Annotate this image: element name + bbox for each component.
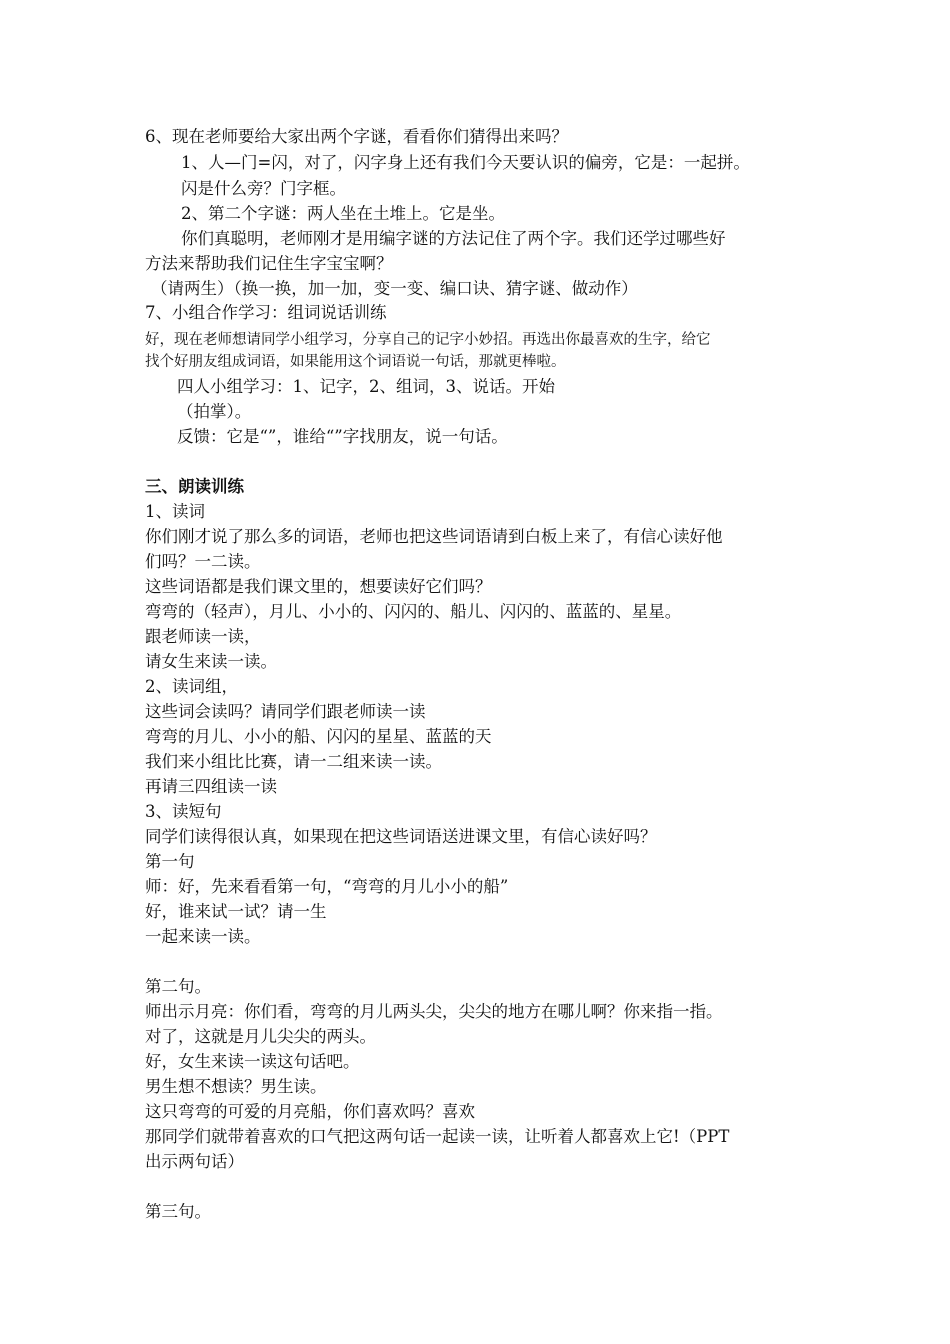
text-line: 这些词会读吗？请同学们跟老师读一读 — [145, 702, 426, 721]
text-line: 你们真聪明，老师刚才是用编字谜的方法记住了两个字。我们还学过哪些好 — [181, 229, 726, 248]
text-line: 第二句。 — [145, 977, 211, 996]
text-line: 男生想不想读？男生读。 — [145, 1077, 327, 1096]
text-line: 反馈：它是“”，谁给“”字找朋友，说一句话。 — [177, 427, 508, 446]
text-line: 好，现在老师想请同学小组学习，分享自己的记字小妙招。再选出你最喜欢的生字，给它 — [145, 332, 711, 348]
text-line: 方法来帮助我们记住生字宝宝啊？ — [145, 254, 393, 273]
text-line: 们吗？一二读。 — [145, 552, 261, 571]
text-line: 第一句 — [145, 852, 195, 871]
text-line: 闪是什么旁？门字框。 — [181, 179, 346, 198]
text-line: 这只弯弯的可爱的月亮船，你们喜欢吗？喜欢 — [145, 1102, 475, 1121]
text-line: （拍掌）。 — [177, 402, 252, 421]
subsection-heading: 2、读词组， — [145, 677, 238, 696]
text-line: 师：好，先来看看第一句，“弯弯的月儿小小的船” — [145, 877, 509, 896]
text-line: 那同学们就带着喜欢的口气把这两句话一起读一读，让听着人都喜欢上它!（PPT — [145, 1127, 730, 1146]
subsection-heading: 3、读短句 — [145, 802, 222, 821]
text-line: 请女生来读一读。 — [145, 652, 277, 671]
text-line: 你们刚才说了那么多的词语，老师也把这些词语请到白板上来了，有信心读好他 — [145, 527, 723, 546]
text-line: 师出示月亮：你们看，弯弯的月儿两头尖，尖尖的地方在哪儿啊？你来指一指。 — [145, 1002, 723, 1021]
text-line: 6、现在老师要给大家出两个字谜，看看你们猜得出来吗？ — [145, 127, 568, 146]
text-line: 好，女生来读一读这句话吧。 — [145, 1052, 360, 1071]
text-line: 四人小组学习：1、记字，2、组词，3、说话。开始 — [177, 377, 555, 396]
subsection-heading: 1、读词 — [145, 502, 205, 521]
text-line: 我们来小组比比赛，请一二组来读一读。 — [145, 752, 442, 771]
text-line: 弯弯的（轻声），月儿、小小的、闪闪的、船儿、闪闪的、蓝蓝的、星星。 — [145, 602, 682, 621]
text-line: 第三句。 — [145, 1202, 211, 1221]
text-line: 再请三四组读一读 — [145, 777, 277, 796]
section-heading: 三、朗读训练 — [145, 477, 244, 496]
text-line: 好，谁来试一试？请一生 — [145, 902, 327, 921]
text-line: 弯弯的月儿、小小的船、闪闪的星星、蓝蓝的天 — [145, 727, 492, 746]
text-line: 找个好朋友组成词语，如果能用这个词语说一句话，那就更棒啦。 — [145, 354, 566, 370]
text-line: 2、第二个字谜：两人坐在土堆上。它是坐。 — [181, 204, 505, 223]
text-line: 跟老师读一读， — [145, 627, 261, 646]
text-line: 1、人—门=闪，对了，闪字身上还有我们今天要认识的偏旁，它是：一起拼。 — [181, 153, 750, 172]
text-line: 这些词语都是我们课文里的，想要读好它们吗？ — [145, 577, 492, 596]
text-line: （请两生）（换一换，加一加，变一变、编口诀、猜字谜、做动作） — [151, 279, 638, 298]
text-line: 出示两句话） — [145, 1152, 244, 1171]
text-line: 一起来读一读。 — [145, 927, 261, 946]
section-heading: 7、小组合作学习：组词说话训练 — [145, 303, 387, 322]
text-line: 同学们读得很认真，如果现在把这些词语送进课文里，有信心读好吗？ — [145, 827, 657, 846]
text-line: 对了，这就是月儿尖尖的两头。 — [145, 1027, 376, 1046]
